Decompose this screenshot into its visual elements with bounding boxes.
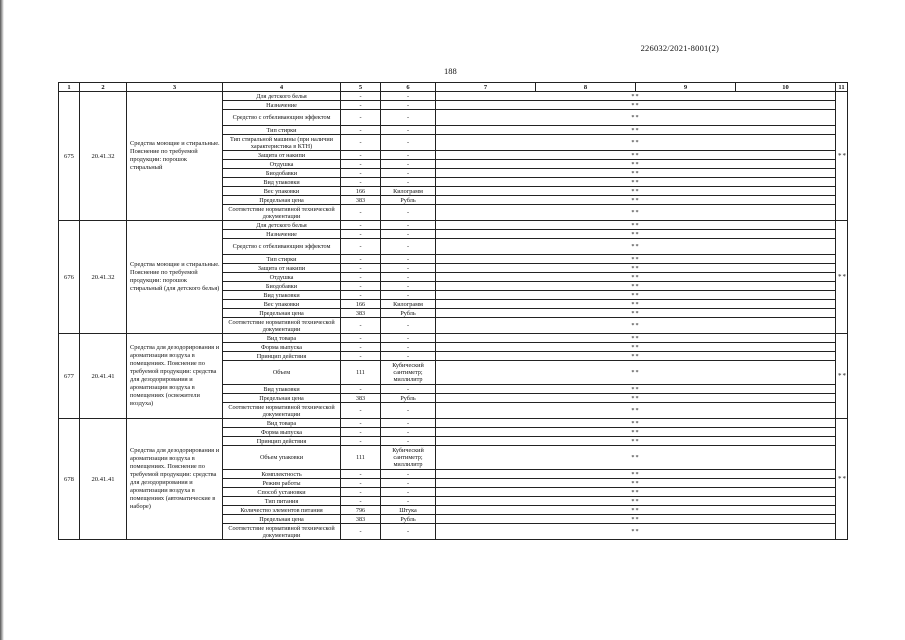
table-row: [59, 92, 848, 101]
characteristic-name-cell: Объем упаковки: [223, 446, 341, 470]
value-cell: **: [436, 403, 836, 419]
unit-name-cell: -: [381, 255, 436, 264]
value-cell: **: [436, 385, 836, 394]
unit-code-cell: 796: [341, 506, 381, 515]
value-cell: **: [436, 160, 836, 169]
unit-name-cell: -: [381, 334, 436, 343]
characteristic-name-cell: Принцип действия: [223, 437, 341, 446]
unit-name-cell: -: [381, 403, 436, 419]
characteristic-name-cell: Количество элементов питания: [223, 506, 341, 515]
unit-code-cell: -: [341, 230, 381, 239]
value-cell: **: [436, 479, 836, 488]
characteristic-name-cell: Средство с отбеливающим эффектом: [223, 110, 341, 126]
unit-name-cell: Штука: [381, 506, 436, 515]
characteristic-name-cell: Соответствие нормативной технической документации: [223, 524, 341, 540]
okpd-code-cell: 20.41.41: [80, 419, 127, 540]
unit-code-cell: -: [341, 385, 381, 394]
value-cell: **: [436, 282, 836, 291]
characteristic-name-cell: Вес упаковки: [223, 187, 341, 196]
product-name-cell: Средства моющие и стиральные. Пояснение по требуемой продукции: порошок стиральный (для детского белья): [127, 221, 223, 334]
unit-name-cell: Рубль: [381, 196, 436, 205]
table-row: [59, 334, 848, 343]
requirements-table: [58, 82, 848, 540]
unit-name-cell: -: [381, 428, 436, 437]
unit-name-cell: -: [381, 419, 436, 428]
value-cell: **: [436, 92, 836, 101]
unit-name-cell: -: [381, 151, 436, 160]
unit-name-cell: Рубль: [381, 515, 436, 524]
unit-code-cell: -: [341, 221, 381, 230]
unit-code-cell: -: [341, 291, 381, 300]
value-cell: **: [436, 255, 836, 264]
unit-name-cell: Кубический сантиметр; миллилитр: [381, 361, 436, 385]
unit-code-cell: -: [341, 178, 381, 187]
table-row: [59, 419, 848, 428]
unit-name-cell: -: [381, 205, 436, 221]
unit-name-cell: Рубль: [381, 394, 436, 403]
characteristic-name-cell: Режим работы: [223, 479, 341, 488]
okpd-code-cell: 20.41.32: [80, 92, 127, 221]
unit-code-cell: -: [341, 239, 381, 255]
unit-name-cell: -: [381, 479, 436, 488]
unit-code-cell: -: [341, 343, 381, 352]
value-cell: **: [436, 291, 836, 300]
unit-name-cell: -: [381, 160, 436, 169]
value-cell: **: [436, 318, 836, 334]
okpd-code-cell: 20.41.41: [80, 334, 127, 419]
unit-code-cell: 383: [341, 309, 381, 318]
unit-name-cell: -: [381, 524, 436, 540]
unit-code-cell: -: [341, 110, 381, 126]
column-header-7: 7: [436, 83, 536, 92]
value-cell: **: [436, 205, 836, 221]
characteristic-name-cell: Отдушка: [223, 160, 341, 169]
unit-name-cell: -: [381, 92, 436, 101]
requirements-table-wrapper: [58, 82, 847, 540]
value-cell: **: [436, 239, 836, 255]
characteristic-name-cell: Соответствие нормативной технической документации: [223, 318, 341, 334]
column-header-6: 6: [381, 83, 436, 92]
characteristic-name-cell: Вид товара: [223, 334, 341, 343]
characteristic-name-cell: Тип стирки: [223, 126, 341, 135]
characteristic-name-cell: Для детского белья: [223, 92, 341, 101]
column-header-3: 3: [127, 83, 223, 92]
value-cell: **: [436, 101, 836, 110]
unit-code-cell: 383: [341, 196, 381, 205]
characteristic-name-cell: Тип стирки: [223, 255, 341, 264]
characteristic-name-cell: Назначение: [223, 101, 341, 110]
unit-code-cell: -: [341, 282, 381, 291]
characteristic-name-cell: Биодобавки: [223, 282, 341, 291]
product-name-cell: Средства моющие и стиральные. Пояснение по требуемой продукции: порошок стиральный: [127, 92, 223, 221]
characteristic-name-cell: Вес упаковки: [223, 300, 341, 309]
product-name-cell: Средства для дезодорирования и ароматизации воздуха в помещениях. Пояснение по требуемой продукции: средства для дезодорирования и ароматизации воздуха в помещениях (автоматические в наборе): [127, 419, 223, 540]
characteristic-name-cell: Соответствие нормативной технической документации: [223, 403, 341, 419]
characteristic-name-cell: Соответствие нормативной технической документации: [223, 205, 341, 221]
characteristic-name-cell: Объем: [223, 361, 341, 385]
characteristic-name-cell: Предельная цена: [223, 394, 341, 403]
value-cell: **: [436, 187, 836, 196]
unit-code-cell: -: [341, 352, 381, 361]
unit-name-cell: -: [381, 135, 436, 151]
characteristic-name-cell: Защита от накипи: [223, 151, 341, 160]
unit-code-cell: -: [341, 419, 381, 428]
value-cell: **: [436, 446, 836, 470]
column-header-8: 8: [536, 83, 636, 92]
characteristic-name-cell: Предельная цена: [223, 309, 341, 318]
value-cell: **: [436, 361, 836, 385]
column-header-9: 9: [636, 83, 736, 92]
characteristic-name-cell: Тип питания: [223, 497, 341, 506]
unit-code-cell: 166: [341, 300, 381, 309]
value-cell: **: [436, 419, 836, 428]
characteristic-name-cell: Предельная цена: [223, 196, 341, 205]
value-cell: **: [436, 151, 836, 160]
column-11-cell: **: [836, 92, 848, 221]
unit-code-cell: -: [341, 135, 381, 151]
row-number-cell: 677: [59, 334, 80, 419]
unit-name-cell: -: [381, 291, 436, 300]
characteristic-name-cell: Вид упаковки: [223, 291, 341, 300]
value-cell: **: [436, 506, 836, 515]
unit-name-cell: -: [381, 169, 436, 178]
column-header-4: 4: [223, 83, 341, 92]
unit-code-cell: -: [341, 334, 381, 343]
column-header-2: 2: [80, 83, 127, 92]
value-cell: **: [436, 437, 836, 446]
value-cell: **: [436, 126, 836, 135]
characteristic-name-cell: Биодобавки: [223, 169, 341, 178]
table-body: [59, 92, 848, 540]
row-number-cell: 675: [59, 92, 80, 221]
unit-name-cell: -: [381, 230, 436, 239]
unit-code-cell: -: [341, 318, 381, 334]
unit-code-cell: 383: [341, 515, 381, 524]
characteristic-name-cell: Тип стиральной машины (при наличии характеристика в КТН): [223, 135, 341, 151]
unit-code-cell: -: [341, 101, 381, 110]
value-cell: **: [436, 169, 836, 178]
row-number-cell: 678: [59, 419, 80, 540]
value-cell: **: [436, 524, 836, 540]
characteristic-name-cell: Защита от накипи: [223, 264, 341, 273]
characteristic-name-cell: Способ установки: [223, 488, 341, 497]
value-cell: **: [436, 300, 836, 309]
column-header-11: 11: [836, 83, 848, 92]
column-header-10: 10: [736, 83, 836, 92]
unit-name-cell: Килограмм: [381, 187, 436, 196]
unit-name-cell: -: [381, 437, 436, 446]
characteristic-name-cell: Комплектность: [223, 470, 341, 479]
unit-code-cell: -: [341, 497, 381, 506]
unit-name-cell: -: [381, 282, 436, 291]
value-cell: **: [436, 221, 836, 230]
unit-name-cell: -: [381, 352, 436, 361]
document-number: 226032/2021-8001(2): [640, 43, 719, 53]
unit-name-cell: Килограмм: [381, 300, 436, 309]
unit-code-cell: -: [341, 126, 381, 135]
unit-code-cell: -: [341, 169, 381, 178]
value-cell: **: [436, 309, 836, 318]
unit-code-cell: -: [341, 479, 381, 488]
page-number: 188: [444, 66, 457, 76]
value-cell: **: [436, 178, 836, 187]
unit-name-cell: -: [381, 221, 436, 230]
unit-code-cell: 111: [341, 446, 381, 470]
unit-name-cell: -: [381, 470, 436, 479]
value-cell: **: [436, 488, 836, 497]
scan-edge: [0, 0, 4, 640]
unit-code-cell: -: [341, 470, 381, 479]
unit-name-cell: -: [381, 343, 436, 352]
value-cell: **: [436, 352, 836, 361]
unit-name-cell: -: [381, 318, 436, 334]
unit-name-cell: -: [381, 264, 436, 273]
value-cell: **: [436, 230, 836, 239]
table-row: [59, 221, 848, 230]
value-cell: **: [436, 470, 836, 479]
characteristic-name-cell: Вид упаковки: [223, 385, 341, 394]
unit-name-cell: -: [381, 110, 436, 126]
characteristic-name-cell: Средство с отбеливающим эффектом: [223, 239, 341, 255]
characteristic-name-cell: Форма выпуска: [223, 343, 341, 352]
unit-name-cell: -: [381, 497, 436, 506]
value-cell: **: [436, 428, 836, 437]
value-cell: **: [436, 135, 836, 151]
unit-code-cell: 166: [341, 187, 381, 196]
column-number-row: [59, 83, 848, 92]
unit-name-cell: -: [381, 178, 436, 187]
unit-code-cell: -: [341, 255, 381, 264]
value-cell: **: [436, 264, 836, 273]
value-cell: **: [436, 110, 836, 126]
okpd-code-cell: 20.41.32: [80, 221, 127, 334]
unit-code-cell: -: [341, 488, 381, 497]
unit-code-cell: -: [341, 437, 381, 446]
column-11-cell: **: [836, 419, 848, 540]
row-number-cell: 676: [59, 221, 80, 334]
column-11-cell: **: [836, 221, 848, 334]
column-11-cell: **: [836, 334, 848, 419]
unit-code-cell: -: [341, 403, 381, 419]
unit-code-cell: 111: [341, 361, 381, 385]
value-cell: **: [436, 196, 836, 205]
characteristic-name-cell: Вид упаковки: [223, 178, 341, 187]
characteristic-name-cell: Предельная цена: [223, 515, 341, 524]
characteristic-name-cell: Принцип действия: [223, 352, 341, 361]
characteristic-name-cell: Назначение: [223, 230, 341, 239]
unit-code-cell: -: [341, 264, 381, 273]
value-cell: **: [436, 273, 836, 282]
unit-code-cell: -: [341, 151, 381, 160]
product-name-cell: Средства для дезодорирования и ароматизации воздуха в помещениях. Пояснение по требуемой продукции: средства для дезодорирования и ароматизации воздуха в помещениях (освежители воздуха): [127, 334, 223, 419]
unit-code-cell: -: [341, 205, 381, 221]
characteristic-name-cell: Вид товара: [223, 419, 341, 428]
value-cell: **: [436, 497, 836, 506]
unit-code-cell: 383: [341, 394, 381, 403]
unit-name-cell: -: [381, 126, 436, 135]
unit-code-cell: -: [341, 273, 381, 282]
characteristic-name-cell: Отдушка: [223, 273, 341, 282]
unit-name-cell: -: [381, 385, 436, 394]
unit-name-cell: -: [381, 273, 436, 282]
column-header-5: 5: [341, 83, 381, 92]
unit-code-cell: -: [341, 428, 381, 437]
unit-code-cell: -: [341, 524, 381, 540]
unit-name-cell: Рубль: [381, 309, 436, 318]
column-header-1: 1: [59, 83, 80, 92]
unit-code-cell: -: [341, 160, 381, 169]
value-cell: **: [436, 394, 836, 403]
unit-name-cell: -: [381, 488, 436, 497]
unit-name-cell: -: [381, 101, 436, 110]
value-cell: **: [436, 515, 836, 524]
value-cell: **: [436, 334, 836, 343]
characteristic-name-cell: Форма выпуска: [223, 428, 341, 437]
unit-code-cell: -: [341, 92, 381, 101]
unit-name-cell: Кубический сантиметр; миллилитр: [381, 446, 436, 470]
value-cell: **: [436, 343, 836, 352]
characteristic-name-cell: Для детского белья: [223, 221, 341, 230]
unit-name-cell: -: [381, 239, 436, 255]
